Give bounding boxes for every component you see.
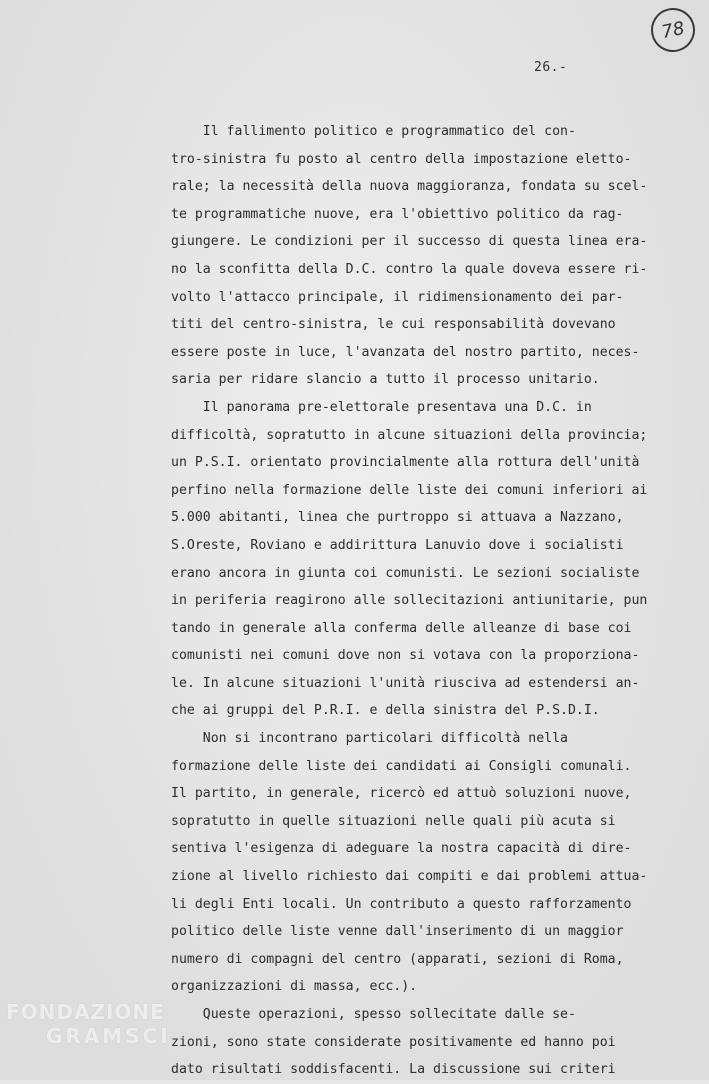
text-line: formazione delle liste dei candidati ai Consigli comunali. (171, 758, 632, 774)
watermark-line-2: GRAMSCI (46, 1024, 171, 1048)
text-line: dato risultati soddisfacenti. La discussione sui criteri (171, 1062, 616, 1078)
watermark-line-1: FONDAZIONE (6, 1000, 165, 1024)
text-line: rale; la necessità della nuova maggioranza, fondata su scel- (171, 179, 648, 195)
text-line: sentiva l'esigenza di adeguare la nostra capacità di dire- (171, 841, 632, 857)
text-line: comunisti nei comuni dove non si votava con la proporziona- (171, 648, 640, 664)
text-line: numero di compagni del centro (apparati, sezioni di Roma, (171, 951, 624, 967)
paragraph (171, 394, 681, 725)
text-line: Il panorama pre-elettorale presentava una D.C. in (171, 399, 592, 415)
text-line: saria per ridare slancio a tutto il processo unitario. (171, 372, 600, 388)
text-line: che ai gruppi del P.R.I. e della sinistra del P.S.D.I. (171, 703, 600, 719)
paragraph (171, 725, 681, 1001)
text-line: un P.S.I. orientato provincialmente alla rottura dell'unità (171, 455, 640, 471)
archive-watermark (6, 1000, 206, 1048)
text-line: sopratutto in quelle situazioni nelle quali più acuta si (171, 813, 616, 829)
text-line: titi del centro-sinistra, le cui responsabilità dovevano (171, 317, 616, 333)
text-line: Il fallimento politico e programmatico del con- (171, 124, 576, 139)
text-line: politico delle liste venne dall'inserimento di un maggior (171, 924, 624, 940)
text-line: perfino nella formazione delle liste dei comuni inferiori ai (171, 482, 648, 498)
typewritten-body (171, 118, 681, 1084)
text-line: tro-sinistra fu posto al centro della impostazione eletto- (171, 151, 632, 167)
paragraph (171, 118, 681, 394)
text-line: Non si incontrano particolari difficoltà nella (171, 731, 568, 747)
paragraph (171, 1001, 681, 1084)
text-line: zioni, sono state considerate positivamente ed hanno poi (171, 1034, 616, 1050)
text-line: essere poste in luce, l'avanzata del nostro partito, neces- (171, 344, 640, 360)
text-line: li degli Enti locali. Un contributo a questo rafforzamento (171, 896, 632, 912)
text-line: no la sconfitta della D.C. contro la quale doveva essere ri- (171, 261, 648, 277)
text-line: in periferia reagirono alle sollecitazioni antiunitarie, pun (171, 593, 648, 609)
archive-number-stamp (647, 4, 699, 56)
page-number: 26.- (534, 60, 568, 75)
text-line: S.Oreste, Roviano e addirittura Lanuvio dove i socialisti (171, 537, 624, 553)
text-line: organizzazioni di massa, ecc.). (171, 979, 418, 995)
text-line: volto l'attacco principale, il ridimensionamento dei par- (171, 289, 624, 305)
text-line: le. In alcune situazioni l'unità riusciva ad estendersi an- (171, 675, 640, 691)
text-line: te programmatiche nuove, era l'obiettivo politico da rag- (171, 206, 624, 222)
text-line: giungere. Le condizioni per il successo di questa linea era- (171, 234, 648, 250)
text-line: difficoltà, sopratutto in alcune situazioni della provincia; (171, 427, 648, 443)
text-line: erano ancora in giunta coi comunisti. Le sezioni socialiste (171, 565, 640, 581)
text-line: zione al livello richiesto dai compiti e dai problemi attua- (171, 869, 648, 885)
archive-number: 78 (659, 17, 687, 43)
text-line: tando in generale alla conferma delle alleanze di base coi (171, 620, 632, 636)
text-line: Il partito, in generale, ricercò ed attuò soluzioni nuove, (171, 786, 632, 802)
text-line: Queste operazioni, spesso sollecitate dalle se- (171, 1007, 576, 1022)
text-line: 5.000 abitanti, linea che purtroppo si attuava a Nazzano, (171, 510, 624, 526)
